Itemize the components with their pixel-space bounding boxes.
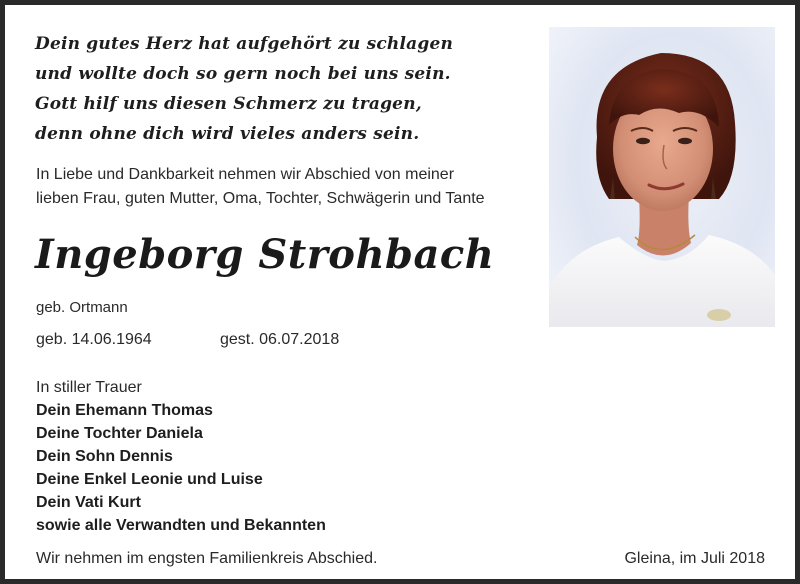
intro-line: lieben Frau, guten Mutter, Oma, Tochter, Schwägerin und Tante bbox=[36, 189, 485, 207]
deceased-name: Ingeborg Strohbach bbox=[35, 231, 495, 278]
mourners-list bbox=[36, 376, 326, 537]
poem-line: Gott hilf uns diesen Schmerz zu tragen, bbox=[35, 94, 422, 114]
portrait-photo bbox=[549, 27, 775, 327]
birth-date: geb. 14.06.1964 bbox=[36, 331, 152, 348]
footer-place-date: Gleina, im Juli 2018 bbox=[624, 550, 765, 567]
poem bbox=[35, 29, 453, 149]
death-date: gest. 06.07.2018 bbox=[220, 331, 340, 348]
mourner: Deine Tochter Daniela bbox=[36, 425, 203, 442]
mourner: Deine Enkel Leonie und Luise bbox=[36, 471, 263, 488]
mourner: sowie alle Verwandten und Bekannten bbox=[36, 517, 326, 534]
poem-line: und wolltе doch so gern noch bei uns sein. bbox=[35, 64, 451, 84]
portrait-illustration bbox=[549, 27, 775, 327]
maiden-name: geb. Ortmann bbox=[36, 299, 128, 316]
poem-line: denn ohne dich wird vieles anders sein. bbox=[35, 124, 420, 144]
mourners-lead: In stiller Trauer bbox=[36, 379, 142, 396]
mourner: Dein Ehemann Thomas bbox=[36, 402, 213, 419]
intro-line: In Liebe und Dankbarkeit nehmen wir Abschied von meiner bbox=[36, 166, 455, 183]
mourner: Dein Vati Kurt bbox=[36, 494, 141, 511]
poem-line: Dein gutes Herz hat aufgehört zu schlagen bbox=[35, 34, 454, 54]
intro-text bbox=[36, 163, 485, 210]
life-dates bbox=[36, 331, 340, 349]
footer-note: Wir nehmen im engsten Familienkreis Abschied. bbox=[36, 550, 378, 567]
mourner: Dein Sohn Dennis bbox=[36, 448, 173, 465]
